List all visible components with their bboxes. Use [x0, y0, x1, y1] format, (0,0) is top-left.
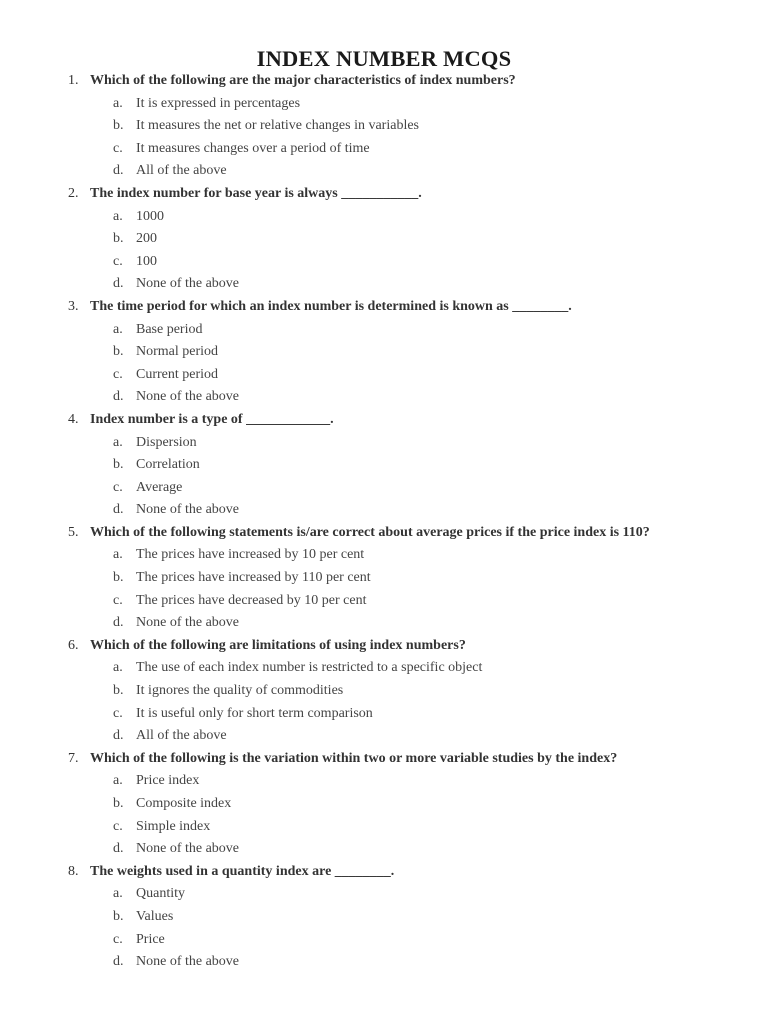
answer-option: [0, 319, 768, 342]
option-text: Average: [136, 479, 183, 495]
question-item: [0, 861, 768, 974]
answer-option: [0, 590, 768, 613]
option-text: Quantity: [136, 886, 185, 902]
option-text: Simple index: [136, 818, 211, 834]
option-text: None of the above: [136, 276, 240, 292]
question-number: 1.: [68, 73, 79, 88]
question-text: Which of the following statements is/are correct about average prices if the price index is 110?: [90, 524, 650, 540]
option-text: Correlation: [136, 457, 200, 473]
option-letter: c.: [113, 479, 123, 495]
option-letter: c.: [113, 705, 123, 721]
question-item: [0, 635, 768, 748]
question-number: 2.: [68, 185, 79, 201]
answer-option: [0, 544, 768, 567]
option-text: Base period: [136, 321, 203, 337]
option-text: None of the above: [136, 841, 240, 857]
option-text: 100: [136, 253, 157, 269]
option-letter: c.: [113, 366, 123, 382]
option-text: The prices have increased by 10 per cent: [136, 547, 365, 563]
option-letter: a.: [113, 547, 123, 563]
answer-option: [0, 115, 768, 138]
option-text: It measures changes over a period of time: [136, 140, 370, 156]
question-number: 6.: [68, 637, 79, 653]
question-line: [0, 296, 768, 319]
option-text: Values: [136, 908, 174, 924]
option-text: None of the above: [136, 615, 240, 631]
option-text: Price: [136, 931, 165, 947]
option-letter: d.: [113, 615, 124, 631]
answer-option: [0, 657, 768, 680]
answer-option: [0, 703, 768, 726]
option-letter: a.: [113, 321, 123, 337]
option-letter: b.: [113, 118, 124, 134]
question-item: [0, 183, 768, 296]
answer-option: [0, 567, 768, 590]
answer-option: [0, 680, 768, 703]
option-letter: d.: [113, 163, 124, 179]
answer-option: [0, 160, 768, 183]
question-line: [0, 861, 768, 884]
answer-option: [0, 929, 768, 952]
question-text: Index number is a type of ____________.: [90, 411, 334, 427]
question-number: 5.: [68, 524, 79, 540]
question-number: 7.: [68, 750, 79, 766]
answer-option: [0, 725, 768, 748]
question-line: [0, 70, 768, 93]
question-number: 8.: [68, 863, 79, 879]
answer-option: [0, 138, 768, 161]
question-line: [0, 522, 768, 545]
answer-option: [0, 793, 768, 816]
answer-option: [0, 883, 768, 906]
answer-option: [0, 364, 768, 387]
question-text: Which of the following are the major characteristics of index numbers?: [90, 73, 516, 88]
question-text: Which of the following are limitations of using index numbers?: [90, 637, 466, 653]
option-letter: b.: [113, 344, 124, 360]
option-letter: c.: [113, 592, 123, 608]
option-text: None of the above: [136, 389, 240, 405]
option-text: 200: [136, 231, 157, 247]
answer-option: [0, 386, 768, 409]
page-title: INDEX NUMBER MCQS: [256, 46, 512, 71]
option-text: It is expressed in percentages: [136, 95, 301, 111]
option-letter: a.: [113, 434, 123, 450]
answer-option: [0, 951, 768, 974]
option-text: Normal period: [136, 344, 219, 360]
question-text: The weights used in a quantity index are ________.: [90, 863, 395, 879]
answer-option: [0, 838, 768, 861]
answer-option: [0, 612, 768, 635]
option-text: It ignores the quality of commodities: [136, 683, 344, 699]
option-letter: a.: [113, 660, 123, 676]
question-line: [0, 635, 768, 658]
option-letter: b.: [113, 683, 124, 699]
answer-option: [0, 477, 768, 500]
answer-option: [0, 206, 768, 229]
answer-option: [0, 251, 768, 274]
answer-option: [0, 499, 768, 522]
answer-option: [0, 454, 768, 477]
question-number: 3.: [68, 298, 79, 314]
option-letter: d.: [113, 841, 124, 857]
question-item: [0, 409, 768, 522]
option-text: All of the above: [136, 728, 227, 744]
option-letter: b.: [113, 796, 124, 811]
question-list: [0, 70, 768, 974]
question-number: 4.: [68, 411, 79, 427]
option-letter: c.: [113, 253, 123, 269]
answer-option: [0, 93, 768, 116]
answer-option: [0, 273, 768, 296]
option-text: None of the above: [136, 502, 240, 518]
option-letter: c.: [113, 818, 123, 834]
option-letter: a.: [113, 886, 123, 902]
option-letter: c.: [113, 931, 123, 947]
option-letter: d.: [113, 276, 124, 292]
option-letter: a.: [113, 95, 123, 111]
option-text: The prices have increased by 110 per cent: [136, 570, 371, 586]
option-text: It measures the net or relative changes in variables: [136, 118, 419, 134]
option-text: Price index: [136, 773, 200, 789]
question-item: [0, 70, 768, 183]
question-text: Which of the following is the variation within two or more variable studies by the index?: [90, 750, 618, 766]
option-letter: d.: [113, 954, 124, 970]
answer-option: [0, 432, 768, 455]
option-letter: d.: [113, 389, 124, 405]
answer-option: [0, 341, 768, 364]
question-item: [0, 296, 768, 409]
option-text: Dispersion: [136, 434, 197, 450]
option-letter: b.: [113, 457, 124, 473]
option-text: Current period: [136, 366, 219, 382]
answer-option: [0, 228, 768, 251]
question-item: [0, 748, 768, 861]
option-letter: b.: [113, 908, 124, 924]
question-text: The index number for base year is always ___________.: [90, 185, 422, 201]
option-letter: b.: [113, 231, 124, 247]
question-line: [0, 748, 768, 771]
option-letter: a.: [113, 773, 123, 789]
option-letter: d.: [113, 502, 124, 518]
answer-option: [0, 770, 768, 793]
question-line: [0, 183, 768, 206]
option-text: All of the above: [136, 163, 227, 179]
option-text: It is useful only for short term comparison: [136, 705, 373, 721]
option-text: Composite index: [136, 796, 232, 811]
option-letter: c.: [113, 140, 123, 156]
question-item: [0, 522, 768, 635]
answer-option: [0, 906, 768, 929]
answer-option: [0, 816, 768, 839]
option-letter: b.: [113, 570, 124, 586]
option-text: The prices have decreased by 10 per cent: [136, 592, 367, 608]
question-text: The time period for which an index number is determined is known as ________.: [90, 298, 572, 314]
question-line: [0, 409, 768, 432]
option-letter: a.: [113, 208, 123, 224]
option-text: The use of each index number is restricted to a specific object: [136, 660, 483, 676]
option-text: 1000: [136, 208, 164, 224]
option-text: None of the above: [136, 954, 240, 970]
option-letter: d.: [113, 728, 124, 744]
